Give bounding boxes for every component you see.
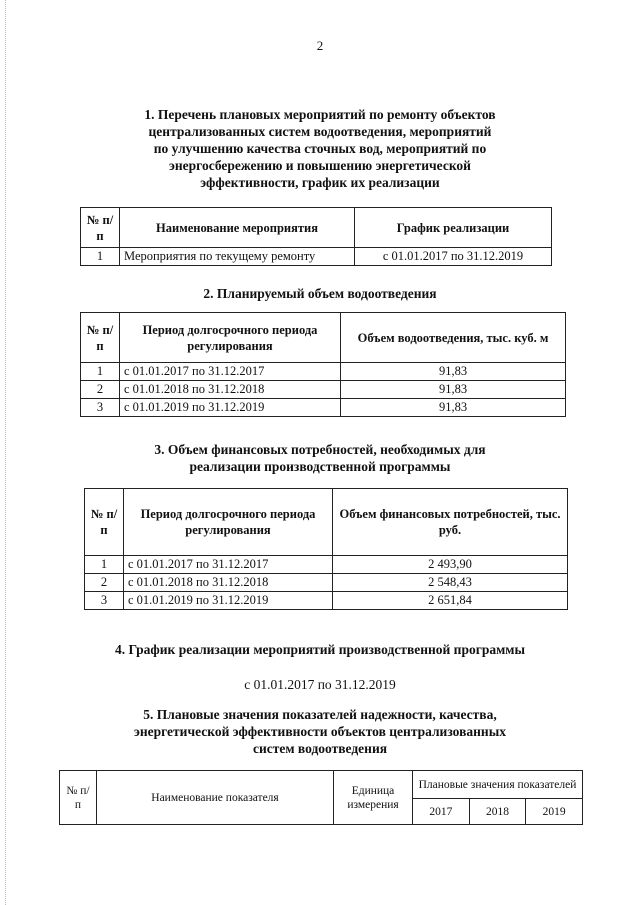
col-name-header: Наименование показателя [97,771,334,825]
section2-table [80,312,566,417]
section3-table [84,488,568,610]
section5-title-line: систем водоотведения [252,741,388,756]
row-name: Мероприятия по текущему ремонту [120,248,355,266]
section1-title-line: эффективности, график их реализации [200,175,440,190]
table-row [85,592,568,610]
col-planned-header: Плановые значения показателей [413,771,583,799]
section4-title: 4. График реализации мероприятий производственной программы [114,642,526,657]
table-header-row [60,771,583,799]
row-period: с 01.01.2019 по 31.12.2019 [124,592,333,610]
col-num-header: № п/п [60,771,97,825]
row-value: 91,83 [341,399,566,417]
col-year-header: 2018 [469,799,526,825]
section5-title-line: энергетической эффективности объектов централизованных [133,724,506,739]
row-num: 2 [81,381,120,399]
section1-title-line: по улучшению качества сточных вод, мероприятий по [153,141,487,156]
section1-title-line: энергосбережению и повышению энергетической [169,158,471,173]
table-row [81,399,566,417]
row-period: с 01.01.2018 по 31.12.2018 [120,381,341,399]
col-schedule-header: График реализации [355,208,552,248]
row-schedule: с 01.01.2017 по 31.12.2019 [355,248,552,266]
section5-title [0,706,640,757]
row-num: 3 [81,399,120,417]
row-period: с 01.01.2018 по 31.12.2018 [124,574,333,592]
table-header-row [81,208,552,248]
section4-period: с 01.01.2017 по 31.12.2019 [244,677,396,692]
page-number: 2 [316,38,324,53]
row-value: 2 651,84 [333,592,568,610]
table-header-row [81,313,566,363]
row-num: 3 [85,592,124,610]
row-num: 1 [81,248,120,266]
col-year-header: 2019 [526,799,583,825]
section1-title [0,106,640,191]
row-value: 91,83 [341,381,566,399]
col-volume-header: Объем водоотведения, тыс. куб. м [341,313,566,363]
row-period: с 01.01.2017 по 31.12.2017 [120,363,341,381]
table-row [81,363,566,381]
section5-title-line: 5. Плановые значения показателей надежности, качества, [143,707,497,722]
row-period: с 01.01.2017 по 31.12.2017 [124,556,333,574]
col-num-header: № п/п [81,313,120,363]
row-num: 1 [81,363,120,381]
row-value: 91,83 [341,363,566,381]
section1-title-line: централизованных систем водоотведения, мероприятий [148,124,492,139]
section1-title-line: 1. Перечень плановых мероприятий по ремонту объектов [144,107,496,122]
row-value: 2 548,43 [333,574,568,592]
section1-table [80,207,552,266]
section2-title: 2. Планируемый объем водоотведения [203,286,437,301]
col-finance-header: Объем финансовых потребностей, тыс. руб. [333,489,568,556]
col-year-header: 2017 [413,799,470,825]
table-row [85,556,568,574]
row-num: 1 [85,556,124,574]
section3-title-line: 3. Объем финансовых потребностей, необходимых для [154,442,486,457]
col-unit-header: Единица измерения [334,771,413,825]
col-name-header: Наименование мероприятия [120,208,355,248]
col-period-header: Период долгосрочного периода регулирования [120,313,341,363]
section5-table [59,770,583,825]
col-num-header: № п/п [85,489,124,556]
section3-title-line: реализации производственной программы [189,459,451,474]
table-row [81,381,566,399]
table-row [81,248,552,266]
col-period-header: Период долгосрочного периода регулирования [124,489,333,556]
table-row [85,574,568,592]
col-num-header: № п/п [81,208,120,248]
row-num: 2 [85,574,124,592]
section3-title [0,441,640,475]
row-period: с 01.01.2019 по 31.12.2019 [120,399,341,417]
row-value: 2 493,90 [333,556,568,574]
table-header-row [85,489,568,556]
